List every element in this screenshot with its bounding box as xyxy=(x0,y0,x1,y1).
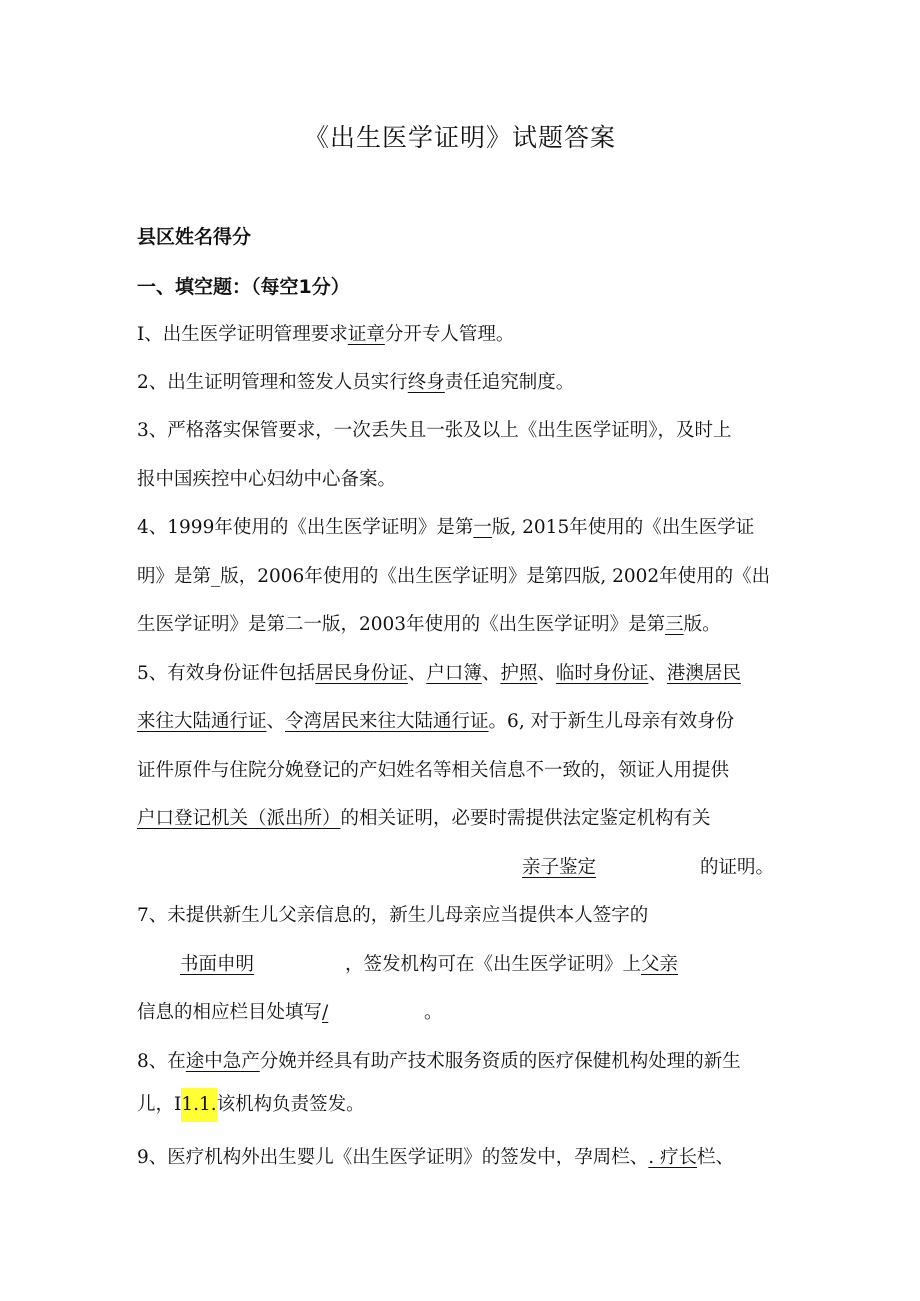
question-6-line-3-end: 的证明。 xyxy=(700,857,775,878)
q5-text: 5、有效身份证件包括 xyxy=(137,663,316,684)
q1-answer: 证章 xyxy=(347,324,385,345)
q7-end-mark: 。 xyxy=(424,1002,443,1023)
q9-text-end: 栏、 xyxy=(697,1147,735,1168)
question-4-line-2: 明》是第_版，2006年使用的《出生医学证明》是第四版, 2002年使用的《出 xyxy=(137,566,771,587)
q2-answer: 终身 xyxy=(407,372,445,393)
q5-sep: 、 xyxy=(537,663,556,684)
document-title: 《出生医学证明》试题答案 xyxy=(303,123,616,152)
q8-text-cont: 分娩并经具有助产技术服务资质的医疗保健机构处理的新生 xyxy=(259,1051,741,1072)
q4-text-3-end: 版。 xyxy=(683,614,721,635)
q4-answer-3: 三 xyxy=(665,614,684,635)
q5-answer-passport: 护照 xyxy=(500,663,538,684)
q8-text-2: 儿，I xyxy=(137,1094,182,1115)
q2-text-end: 责任追究制度。 xyxy=(444,372,575,393)
q5-sep: 、 xyxy=(407,663,427,684)
question-1 xyxy=(137,320,514,346)
q6-answer-police: 户口登记机关（派出所） xyxy=(137,808,341,829)
header-fields: 县区姓名得分 xyxy=(137,226,252,248)
question-4-line-3 xyxy=(137,610,721,636)
q6-answer-paternity: 亲子鉴定 xyxy=(522,857,597,878)
question-7-line-3 xyxy=(137,998,328,1024)
question-6-line-1: 证件原件与住院分娩登记的产妇姓名等相关信息不一致的，领证人用提供 xyxy=(137,760,730,781)
q5-answer-id-card: 居民身份证 xyxy=(315,663,408,684)
question-5-line-1 xyxy=(137,659,741,685)
question-6-line-3-answer xyxy=(522,853,596,879)
q7-answer-statement: 书面申明 xyxy=(180,954,255,975)
question-5-line-2 xyxy=(137,707,734,733)
question-3-line-2: 报中国疾控中心妇幼中心备案。 xyxy=(137,469,397,490)
question-4-line-1 xyxy=(137,513,754,539)
question-7-line-2 xyxy=(345,950,678,976)
question-7-answer-1 xyxy=(180,950,254,976)
q5-answer-hukou: 户口簿 xyxy=(426,663,482,684)
question-8-line-1 xyxy=(137,1047,741,1073)
question-7-line-1: 7、未提供新生儿父亲信息的，新生儿母亲应当提供本人签字的 xyxy=(137,905,649,926)
q9-text: 9、医疗机构外出生婴儿《出生医学证明》的签发中，孕周栏、 xyxy=(137,1147,649,1168)
section-heading: 一、填空题：（每空1分） xyxy=(137,276,350,298)
q5-answer-hk-macau-cont: 来往大陆通行证 xyxy=(137,711,267,732)
q5-sep: 、 xyxy=(266,711,286,732)
q1-text-end: 分开专人管理。 xyxy=(384,324,515,345)
q7-answer-father: 父亲 xyxy=(641,954,679,975)
q8-highlighted-text: 1.1. xyxy=(181,1088,216,1122)
q8-text: 8、在 xyxy=(137,1051,186,1072)
q4-text-3: 生医学证明》是第二一版，2003年使用的《出生医学证明》是第 xyxy=(137,614,666,635)
question-8-line-2 xyxy=(137,1088,365,1122)
q5-answer-temp-id: 临时身份证 xyxy=(555,663,649,684)
question-6-line-2 xyxy=(137,804,711,830)
q4-text-cont: 版, 2015年使用的《出生医学证 xyxy=(491,517,755,538)
q6-text: 的相关证明，必要时需提供法定鉴定机构有关 xyxy=(340,808,711,829)
q8-answer-emergency: 途中急产 xyxy=(185,1051,260,1072)
q4-text: 4、1999年使用的《出生医学证明》是第 xyxy=(137,517,474,538)
question-3-line-1: 3、严格落实保管要求，一次丢失且一张及以上《出生医学证明》，及时上 xyxy=(137,420,732,441)
q7-text-3: 信息的相应栏目处填写 xyxy=(137,1002,323,1023)
question-9-line-1 xyxy=(137,1143,734,1169)
q2-text: 2、出生证明管理和签发人员实行 xyxy=(137,372,408,393)
q7-answer-slash: / xyxy=(322,1002,329,1023)
q8-text-2-end: 该机构负责签发。 xyxy=(216,1094,365,1115)
q5-sep: 、 xyxy=(648,663,667,684)
question-2 xyxy=(137,368,574,394)
q1-text: I、出生医学证明管理要求 xyxy=(137,324,348,345)
q5-sep: 、 xyxy=(481,663,501,684)
q6-start: 。6, 对于新生儿母亲有效身份 xyxy=(488,711,735,732)
q4-answer-1: 一 xyxy=(473,517,492,538)
q9-answer: . 疗长 xyxy=(648,1147,698,1168)
q7-text: ，签发机构可在《出生医学证明》上 xyxy=(345,954,642,975)
q5-answer-hk-macau: 港澳居民 xyxy=(666,663,741,684)
q5-answer-taiwan: 令湾居民来往大陆通行证 xyxy=(285,711,489,732)
